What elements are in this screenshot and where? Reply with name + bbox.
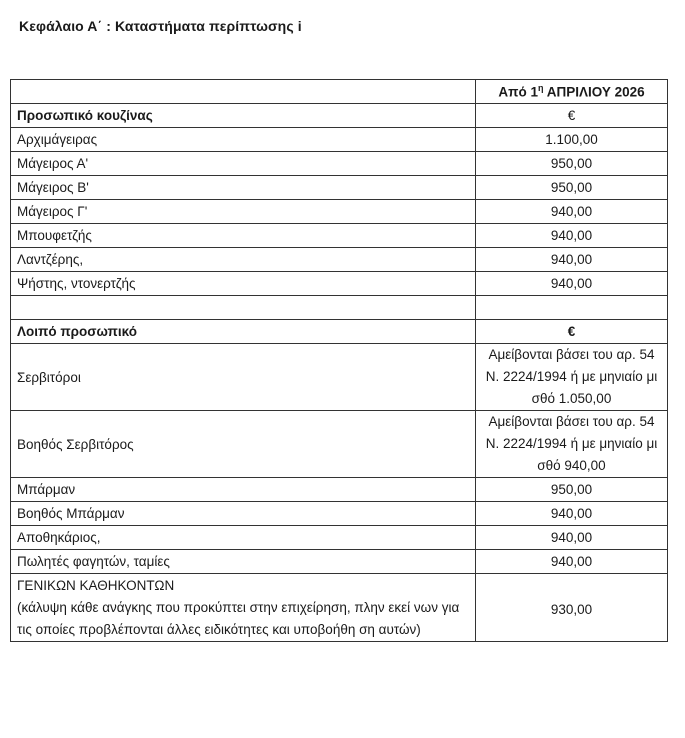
general-duties-cell [11,574,476,642]
amount-cell: 940,00 [476,526,668,550]
amount-cell: Αμείβονται βάσει του αρ. 54 Ν. 2224/1994 ή με μηνιαίο μι σθό 1.050,00 [476,344,668,411]
role-cell: Βοηθός Σερβιτόρος [11,411,476,478]
table-row [11,411,668,478]
kitchen-currency: € [476,104,668,128]
table-row [11,526,668,550]
role-cell: Μάγειρος Β' [11,176,476,200]
amount-cell: 940,00 [476,248,668,272]
other-currency: € [476,320,668,344]
table-header-row [11,80,668,104]
amount-cell: 940,00 [476,550,668,574]
table-row [11,502,668,526]
role-cell: Μάγειρος Α' [11,152,476,176]
kitchen-heading: Προσωπικό κουζίνας [11,104,476,128]
amount-cell: 950,00 [476,152,668,176]
table-row [11,344,668,411]
role-cell: Λαντζέρης, [11,248,476,272]
amount-cell: 930,00 [476,574,668,642]
header-date-cell [476,80,668,104]
spacer-cell [476,296,668,320]
general-duties-title: ΓΕΝΙΚΩΝ ΚΑΘΗΚΟΝΤΩΝ [17,578,175,593]
amount-cell: 1.100,00 [476,128,668,152]
spacer-cell [11,296,476,320]
wage-table [10,79,668,642]
other-heading: Λοιπό προσωπικό [11,320,476,344]
role-cell: Πωλητές φαγητών, ταμίες [11,550,476,574]
amount-cell: 940,00 [476,200,668,224]
role-cell: Μάγειρος Γ' [11,200,476,224]
amount-cell: 950,00 [476,478,668,502]
role-cell: Βοηθός Μπάρμαν [11,502,476,526]
general-duties-note: (κάλυψη κάθε ανάγκης που προκύπτει στην επιχείρηση, πλην εκεί νων για τις οποίες προβλέπονται άλλες ειδικότητες και υποβοήθη ση αυτών) [17,600,460,637]
other-heading-row [11,320,668,344]
table-row [11,550,668,574]
role-cell: Σερβιτόροι [11,344,476,411]
role-cell: Αποθηκάριος, [11,526,476,550]
table-row [11,152,668,176]
role-cell: Ψήστης, ντονερτζής [11,272,476,296]
table-row [11,176,668,200]
header-suffix: ΑΠΡΙΛΙΟΥ 2026 [543,84,645,100]
table-row [11,224,668,248]
amount-cell: 940,00 [476,502,668,526]
table-row [11,478,668,502]
table-row [11,128,668,152]
amount-cell: Αμείβονται βάσει του αρ. 54 Ν. 2224/1994 ή με μηνιαίο μι σθό 940,00 [476,411,668,478]
amount-cell: 940,00 [476,272,668,296]
role-cell: Αρχιμάγειρας [11,128,476,152]
table-row [11,574,668,642]
table-row [11,200,668,224]
amount-cell: 950,00 [476,176,668,200]
header-empty-cell [11,80,476,104]
page-title: Κεφάλαιο Α΄ : Καταστήματα περίπτωσης i [19,18,302,34]
table-row [11,248,668,272]
kitchen-heading-row [11,104,668,128]
header-sup: η [537,83,544,94]
role-cell: Μπουφετζής [11,224,476,248]
header-prefix: Από 1 [498,84,538,100]
amount-cell: 940,00 [476,224,668,248]
table-row [11,272,668,296]
role-cell: Μπάρμαν [11,478,476,502]
spacer-row [11,296,668,320]
